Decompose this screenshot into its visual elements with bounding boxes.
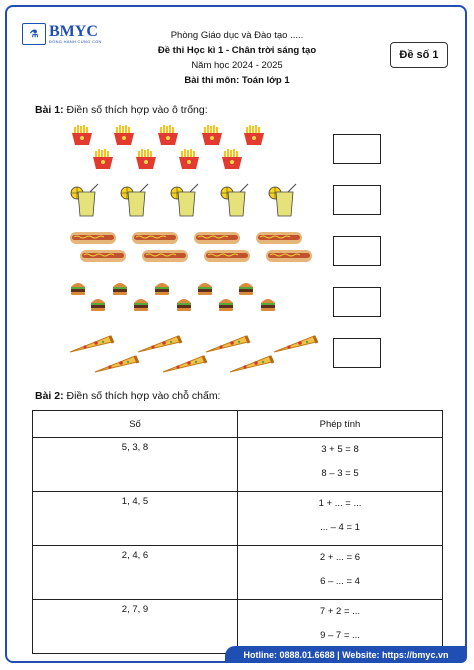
hotdog-icons — [70, 230, 320, 270]
hotdog-group — [70, 230, 320, 270]
pizza-group — [70, 330, 320, 375]
column-header-so: Số — [33, 411, 238, 438]
burger-icon — [113, 283, 127, 295]
footer-contact: Hotline: 0888.01.6688 | Website: https://bmyc.vn — [225, 646, 467, 663]
lemonade-group — [70, 183, 320, 218]
pizza-icon — [163, 356, 206, 372]
numbers-cell: 2, 4, 6 — [33, 546, 238, 600]
question-2-prompt — [35, 390, 220, 402]
fries-group — [70, 125, 320, 170]
logo-mark-icon: ⚗ — [22, 23, 46, 45]
operations-cell — [238, 492, 443, 546]
pizza-icons — [70, 330, 320, 375]
lemonade-icon — [121, 184, 148, 216]
numbers-cell: 5, 3, 8 — [33, 438, 238, 492]
fries-icon — [179, 149, 199, 169]
equation-subtract[interactable]: 9 – 7 = ... — [320, 630, 360, 641]
table-row — [33, 546, 443, 600]
burger-icon — [177, 299, 191, 311]
fries-icons — [70, 125, 320, 170]
fries-icon — [136, 149, 156, 169]
equation-add: 3 + 5 = 8 — [321, 444, 359, 455]
fries-icon — [93, 149, 113, 169]
pizza-icon — [274, 336, 317, 352]
pizza-icon — [95, 356, 138, 372]
fries-icon — [158, 125, 178, 145]
math-table — [32, 410, 443, 654]
pizza-icon — [138, 336, 181, 352]
hotdog-icon — [132, 232, 178, 244]
pizza-icon — [70, 336, 113, 352]
lemonade-icon — [171, 184, 198, 216]
pizza-icon — [230, 356, 273, 372]
lemonade-icon — [221, 184, 248, 216]
answer-box-fries[interactable] — [333, 134, 381, 164]
fries-icon — [222, 149, 242, 169]
fries-icon — [72, 125, 92, 145]
burger-icon — [155, 283, 169, 295]
logo-text: BMYC — [49, 23, 98, 40]
equation-add[interactable]: 1 + ... = ... — [318, 498, 362, 509]
header-subject: Bài thi môn: Toán lớp 1 — [184, 75, 290, 86]
question-2-text: Điền số thích hợp vào chỗ chấm: — [63, 390, 221, 402]
pizza-icon — [206, 336, 249, 352]
burger-icon — [219, 299, 233, 311]
burger-icon — [134, 299, 148, 311]
answer-box-pizza[interactable] — [333, 338, 381, 368]
table-row — [33, 438, 443, 492]
fries-icon — [244, 125, 264, 145]
table-header-row — [33, 411, 443, 438]
burger-icons — [70, 278, 320, 318]
burger-icon — [261, 299, 275, 311]
question-2-label: Bài 2: — [35, 390, 64, 402]
column-header-phep-tinh: Phép tính — [238, 411, 443, 438]
question-1-prompt — [35, 104, 208, 116]
hotdog-icon — [70, 232, 116, 244]
table-row — [33, 492, 443, 546]
answer-box-lemonade[interactable] — [333, 185, 381, 215]
logo-tagline: ĐỒNG HÀNH CÙNG CON — [49, 39, 102, 44]
lemonade-icon — [71, 184, 98, 216]
header-exam-title: Đề thi Học kì 1 - Chân trời sáng tạo — [157, 45, 317, 56]
question-1-label: Bài 1: — [35, 104, 64, 116]
operations-cell — [238, 438, 443, 492]
hotdog-icon — [204, 250, 250, 262]
fries-icon — [202, 125, 222, 145]
question-1-text: Điền số thích hợp vào ô trống: — [63, 104, 208, 116]
fries-icon — [114, 125, 134, 145]
hotdog-icon — [266, 250, 312, 262]
answer-box-hotdog[interactable] — [333, 236, 381, 266]
equation-subtract[interactable]: ... – 4 = 1 — [320, 522, 360, 533]
exam-number-badge: Đề số 1 — [390, 42, 448, 68]
burger-icon — [91, 299, 105, 311]
lemonade-icons — [70, 183, 320, 218]
equation-subtract: 8 – 3 = 5 — [321, 468, 359, 479]
equation-add[interactable]: 2 + ... = 6 — [319, 552, 361, 563]
burger-icon — [239, 283, 253, 295]
header-school-year: Năm học 2024 - 2025 — [191, 60, 283, 71]
burger-group — [70, 278, 320, 318]
hotdog-icon — [194, 232, 240, 244]
equation-add[interactable]: 7 + 2 = ... — [319, 606, 361, 617]
answer-box-burger[interactable] — [333, 287, 381, 317]
burger-icon — [198, 283, 212, 295]
operations-cell — [238, 546, 443, 600]
hotdog-icon — [80, 250, 126, 262]
numbers-cell: 1, 4, 5 — [33, 492, 238, 546]
equation-subtract[interactable]: 6 – ... = 4 — [320, 576, 360, 587]
hotdog-icon — [256, 232, 302, 244]
burger-icon — [71, 283, 85, 295]
header-department: Phòng Giáo dục và Đào tạo ..... — [170, 30, 304, 41]
numbers-cell: 2, 7, 9 — [33, 600, 238, 654]
lemonade-icon — [269, 184, 296, 216]
hotdog-icon — [142, 250, 188, 262]
